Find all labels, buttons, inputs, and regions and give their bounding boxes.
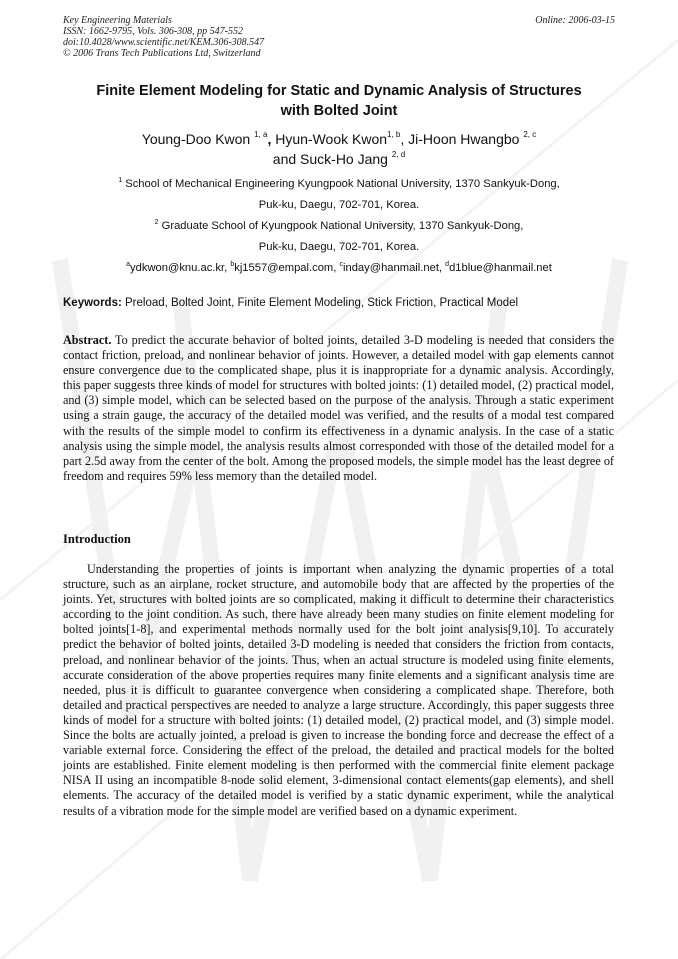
copyright-line: © 2006 Trans Tech Publications Ltd, Switzerland [63, 48, 261, 59]
title-line-2: with Bolted Joint [280, 103, 398, 119]
issn-line: ISSN: 1662-9795, Vols. 306-308, pp 547-552 [63, 26, 243, 37]
author-line-1 [40, 129, 638, 149]
author-2: Hyun-Wook Kwon [275, 131, 388, 147]
keywords-label: Keywords: [63, 297, 122, 309]
author-3: Ji-Hoon Hwangbo [408, 131, 524, 147]
email-b-sup: b [230, 261, 235, 268]
affiliation-1-line-1: School of Mechanical Engineering Kyungpook National University, 1370 Sankyuk-Dong, [122, 178, 560, 190]
author-list [40, 129, 638, 169]
email-b: kj1557@empal.com, [234, 262, 340, 274]
author-4: and Suck-Ho Jang [272, 151, 392, 167]
affiliation-1-line-2: Puk-ku, Daegu, 702-701, Korea. [258, 199, 420, 211]
email-list [40, 261, 638, 275]
affiliation-1-sup: 1 [118, 177, 123, 184]
email-d-sup: d [445, 261, 450, 268]
affiliation-2-sup: 2 [154, 219, 159, 226]
author-2-sup: 1, b [387, 130, 401, 139]
author-3-sup: 2, c [523, 130, 537, 139]
email-a: ydkwon@knu.ac.kr, [130, 262, 231, 274]
abstract-label: Abstract. [63, 333, 112, 347]
author-sep-2: , [400, 131, 409, 147]
journal-name: Key Engineering Materials [63, 15, 172, 26]
journal-header [63, 15, 264, 59]
affiliation-1 [40, 177, 638, 191]
author-1: Young-Doo Kwon [141, 131, 255, 147]
paper-title [40, 81, 638, 121]
email-d: d1blue@hanmail.net [449, 262, 552, 274]
online-date: Online: 2006-03-15 [535, 15, 615, 26]
keywords [63, 297, 518, 309]
introduction-text: Understanding the properties of joints is important when analyzing the dynamic properties of a total structure, such as an airplane, rocket structure, and automobile body that are affected by the properties of the joints. Yet, structures with bolted joints are so complicated, making it difficult to determine their characteristics according to the joint condition. As such, there have already been many studies on finite element modeling for bolted joints[1-8], and experimental methods normally used for the bolt joint analysis[9,10]. To accurately predict the behavior of bolted joints, detailed 3-D modeling is needed that considers the friction from contacts, preload, and nonlinear behavior of the joints. Thus, when an actual structure is modeled using finite elements, accurate consideration of the above properties requires many finite elements and a significant analysis time are needed, plus it is difficult to guarantee convergence when considering a complicated shape. Therefore, both detailed and practical perspectives are needed to analyze a large structure. Accordingly, this paper suggests three kinds of model for a structure with bolted joints: (1) detailed model, (2) practical model, and (3) simple model. Since the bolts are actually jointed, a preload is given to increase the bonding force and decrease the effect of a variable external force. Considering the effect of the preload, the detailed and practical models for the bolted joints are established. Finite element modeling is then performed with the commercial finite element package NISA II using an incompatible 8-node solid element, 3-dimensional contact elements(gap elements), and shell elements. The accuracy of the detailed model is verified by a static dynamic experiment, while the analytical results of a vibration mode for the simple model are verified based on a dynamic experiment. [63, 562, 614, 818]
email-a-sup: a [126, 261, 131, 268]
author-1-sup: 1, a [254, 130, 268, 139]
author-sep-1: , [267, 131, 276, 147]
abstract [63, 333, 614, 484]
author-line-2 [40, 149, 638, 169]
keywords-text: Preload, Bolted Joint, Finite Element Modeling, Stick Friction, Practical Model [121, 297, 519, 309]
abstract-text: To predict the accurate behavior of bolted joints, detailed 3-D modeling is needed that considers the contact friction, preload, and nonlinear behavior of joints. However, a detailed model with gap elements cannot ensure convergence due to the complicated shape, plus it is inappropriate for a dynamic analysis. Accordingly, this paper suggests three kinds of model for structures with bolted joints: (1) detailed model, (2) practical model, and (3) simple model, which can be selected based on the purpose of the analysis. Through a static experiment using a strain gauge, the accuracy of the detailed model was verified, and the results of a modal test compared with the results of the simple model to confirm its effectiveness in a dynamic analysis. In the case of a static analysis using the simple model, the analysis results almost corresponded with those of the detailed model for a part 2.5d away from the center of the bolt. Among the proposed models, the simple model has the least degree of freedom and requires 59% less memory than the detailed model. [63, 333, 614, 483]
affiliation-2-line-2: Puk-ku, Daegu, 702-701, Korea. [258, 241, 420, 253]
introduction-heading: Introduction [63, 532, 131, 546]
title-line-1: Finite Element Modeling for Static and Dynamic Analysis of Structures [96, 83, 582, 99]
email-c: inday@hanmail.net, [342, 262, 446, 274]
doi-line: doi:10.4028/www.scientific.net/KEM.306-308.547 [63, 37, 265, 48]
affiliation-2-line-1: Graduate School of Kyungpook National University, 1370 Sankyuk-Dong, [158, 220, 524, 232]
email-c-sup: c [339, 261, 343, 268]
author-4-sup: 2, d [391, 150, 406, 159]
affiliation-2 [40, 219, 638, 233]
